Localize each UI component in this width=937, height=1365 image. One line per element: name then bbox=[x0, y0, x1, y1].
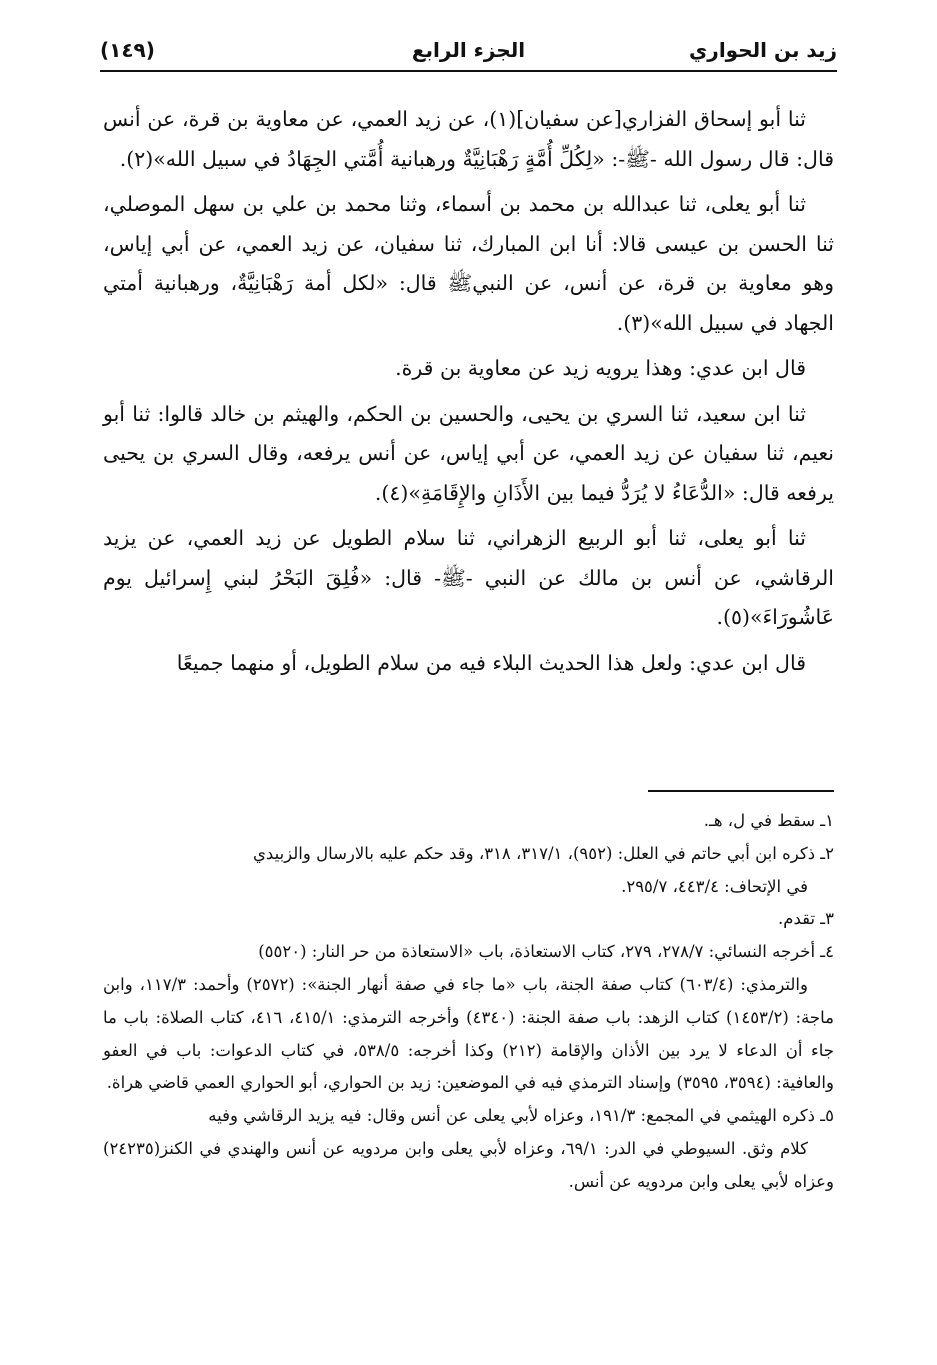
page-number: (١٤٩) bbox=[100, 38, 155, 62]
paragraph: قال ابن عدي: وهذا يرويه زيد عن معاوية بن قرة. bbox=[395, 356, 806, 380]
header-divider bbox=[100, 70, 837, 72]
header-part: الجزء الرابع bbox=[411, 38, 526, 62]
footnote-continuation: في الإتحاف: ٤٤٣/٤، ٢٩٥/٧. bbox=[621, 876, 808, 896]
header-author: زيد بن الحواري bbox=[688, 38, 837, 62]
footnote bbox=[103, 936, 834, 1100]
footnote bbox=[103, 838, 834, 904]
footnote bbox=[103, 903, 834, 936]
footnote-text: ١ـ سقط في ل، هـ. bbox=[703, 811, 834, 830]
footnote-text: ٢ـ ذكره ابن أبي حاتم في العلل: (٩٥٢)، ٣١٧/١، ٣١٨، وقد حكم عليه بالارسال والزبيدي bbox=[253, 843, 834, 863]
footnote bbox=[103, 805, 834, 838]
footnote-continuation: والترمذي: (٦٠٣/٤) كتاب صفة الجنة، باب «ما جاء في صفة أنهار الجنة»: (٢٥٧٢) وأحمد: ١١٧/٣، وابن ماجة: (١٤٥٣/٢) كتاب الزهد: باب صفة الجنة: (٤٣٤٠) وأخرجه الترمذي: ٤١٥/١، ٤١٦، كتاب الصلاة: باب ما جاء أن الدعاء لا يرد بين الأذان والإقامة (٢١٢) وكذا أخرجه: ٥٣٨/٥، في كتاب الدعوات: باب في العفو والعافية: (٣٥٩٤، ٣٥٩٥) وإسناد الترمذي فيه في الموضعين: زيد بن الحواري، أبو الحواري العمي قاضي هراة. bbox=[103, 974, 835, 1093]
footnotes bbox=[103, 805, 834, 1199]
running-header bbox=[100, 38, 837, 72]
footnote-continuation: كلام وثق. السيوطي في الدر: ٦٩/١، وعزاه لأبي يعلى وابن مردويه عن أنس والهندي في الكنز(٢٤٢٣٥) وعزاه لأبي يعلى وابن مردويه عن أنس. bbox=[103, 1138, 834, 1191]
footnote bbox=[103, 1100, 834, 1198]
paragraph: ثنا أبو إسحاق الفزاري[عن سفيان](١)، عن زيد العمي، عن معاوية بن قرة، عن أنس قال: قال رسول الله -ﷺ-: «لِكُلِّ أُمَّةٍ رَهْبَانِيَّةٌ ورهبانية أُمَّتي الجِهَادُ في سبيل الله»(٢). bbox=[103, 107, 834, 171]
paragraph: قال ابن عدي: ولعل هذا الحديث البلاء فيه من سلام الطويل، أو منهما جميعًا bbox=[176, 650, 806, 675]
paragraph: ثنا أبو يعلى، ثنا عبدالله بن محمد بن أسماء، وثنا محمد بن علي بن سهل الموصلي، ثنا الحسن بن عيسى قالا: أنا ابن المبارك، ثنا سفيان، عن زيد العمي، عن أبي إياس، وهو معاوية بن قرة، عن أنس، عن النبيﷺ قال: «لكل أمة رَهْبَانِيَّةٌ، ورهبانية أمتي الجهاد في سبيل الله»(٣). bbox=[103, 192, 834, 335]
footnote-divider bbox=[648, 790, 834, 792]
footnote-text: ٣ـ تقدم. bbox=[777, 909, 834, 929]
footnote-text: ٥ـ ذكره الهيثمي في المجمع: ١٩١/٣، وعزاه لأبي يعلى عن أنس وقال: فيه يزيد الرقاشي وفيه bbox=[208, 1106, 834, 1126]
paragraph: ثنا ابن سعيد، ثنا السري بن يحيى، والحسين بن الحكم، والهيثم بن خالد قالوا: ثنا أبو نعيم، ثنا سفيان عن زيد العمي، عن أبي إياس، عن أنس يرفعه، وقال السري بن يحيى يرفعه قال: «الدُّعَاءُ لا يُرَدُّ فيما بين الأَذَانِ والإِقَامَةِ»(٤). bbox=[103, 401, 834, 505]
paragraph: ثنا أبو يعلى، ثنا أبو الربيع الزهراني، ثنا سلام الطويل عن زيد العمي، عن يزيد الرقاشي، عن أنس بن مالك عن النبي -ﷺ- قال: «فُلِقَ البَحْرُ لبني إِسرائيل يوم عَاشُورَاءَ»(٥). bbox=[103, 526, 834, 629]
footnote-text: ٤ـ أخرجه النسائي: ٢٧٨/٧، ٢٧٩، كتاب الاستعاذة، باب «الاستعاذة من حر النار: (٥٥٢٠) bbox=[258, 942, 834, 962]
main-text bbox=[103, 100, 834, 689]
